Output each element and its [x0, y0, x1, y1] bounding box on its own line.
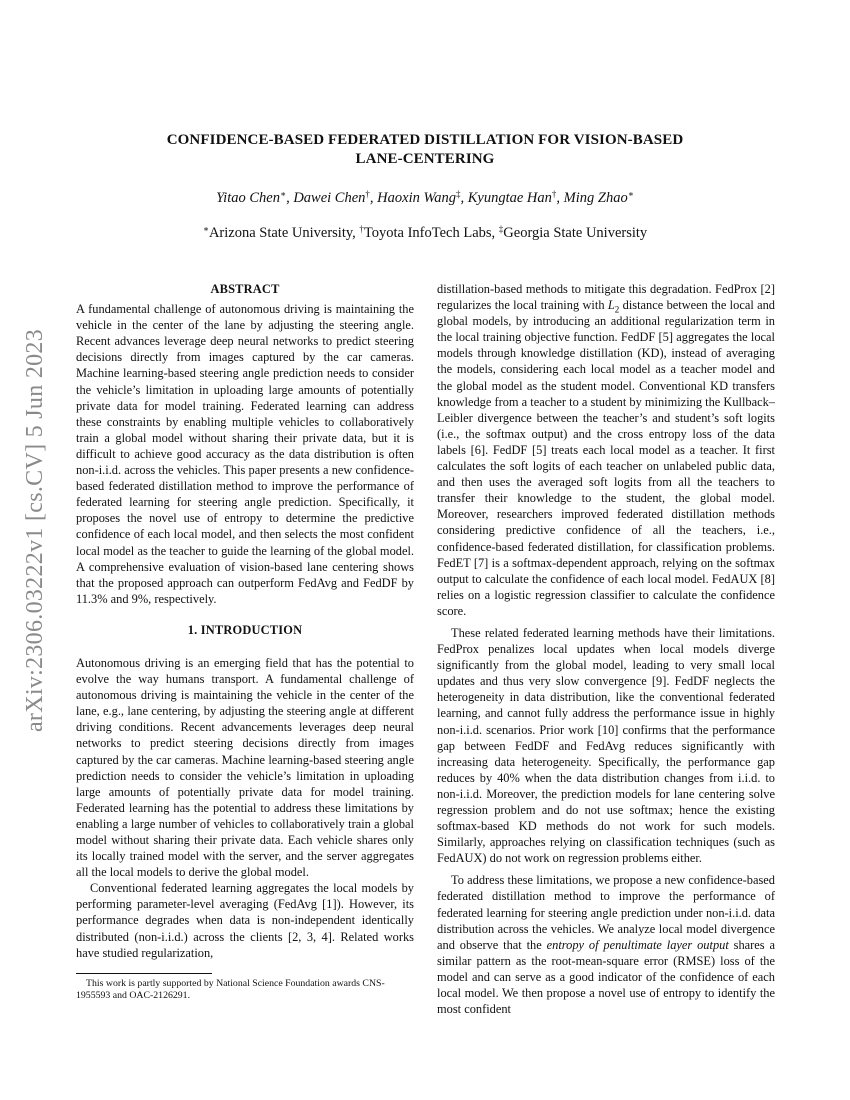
- body-paragraph-2: These related federated learning methods have their limitations. FedProx penalizes local updates when local models diverge significantly from the global model, leading to very small local updates and thus very slow convergence [9]. FedDF neglects the heterogeneity in data distribution, like the conventional federated learning, and cannot fully address the performance issue in highly non-i.i.d. scenarios. Prior work [10] confirms that the performance gap between FedDF and FedAvg reduces significantly with increasing data heterogeneity. Specifically, the performance gap reduces by 40% when the data distribution changes from i.i.d. to non-i.i.d. Moreover, the prediction models for lane centering solve regression problem and do not use softmax; hence the existing softmax-based KD methods do not work for such models. Similarly, approaches relying on classification techniques (such as FedAUX) do not work on regression problems either.: [437, 625, 775, 866]
- footnote: This work is partly supported by National Science Foundation awards CNS-1955593 and OAC-2126291.: [76, 977, 385, 1002]
- author-separator: ,: [460, 190, 468, 206]
- author-separator: ,: [369, 190, 378, 206]
- affiliation-name: Arizona State University: [208, 225, 353, 241]
- author-mark: ∗: [279, 189, 287, 199]
- abstract-heading: ABSTRACT: [210, 282, 280, 296]
- body-paragraph-3-emphasis: entropy of penultimate layer output: [546, 937, 729, 952]
- author-separator: ,: [556, 190, 564, 206]
- footnote-divider: [76, 973, 212, 974]
- body-paragraph-3-text-b: shares a similar pattern as the root-mean-square error (RMSE) loss of the model and can serve as a good indicator of the confidence of each local model. We then propose a novel use of entropy to identify the most confident: [437, 937, 775, 1017]
- affiliation-mark: †: [359, 224, 364, 234]
- author-mark: ∗: [627, 189, 634, 199]
- left-column: [76, 281, 414, 1003]
- l2-norm-symbol: [607, 298, 620, 315]
- arxiv-identifier: [6, 330, 66, 730]
- intro-paragraph-2: Conventional federated learning aggregates the local models by performing parameter-level averaging (FedAvg [1]). However, its performance degrades when data is non-independent identically distributed (non-i.i.d.) across the clients [2, 3, 4]. Related works have studied regularization,: [76, 881, 414, 960]
- affiliation-mark: ∗: [202, 224, 209, 234]
- body-paragraph-3-text-a: To address these limitations, we propose a new confidence-based federated distillation method to improve the performance of federated learning for steering angle prediction under non-i.i.d. data distribution across the vehicles. We analyze local model divergence and observe that the: [437, 873, 775, 952]
- affiliation-name: Georgia State University: [503, 225, 648, 241]
- author-name: Kyungtae Han: [467, 190, 552, 206]
- author-mark: †: [551, 189, 557, 199]
- body-paragraph-1: [437, 281, 775, 619]
- body-paragraph-1-text-a: distillation-based methods to mitigate this degradation. FedProx [2] regularizes the local training with: [437, 282, 775, 313]
- body-paragraph-3: [437, 872, 775, 1017]
- affiliation-separator: ,: [352, 225, 360, 241]
- author-mark: †: [365, 189, 370, 199]
- author-name: Haoxin Wang: [377, 190, 456, 206]
- author-name: Ming Zhao: [563, 190, 628, 206]
- author-mark: ‡: [455, 189, 461, 199]
- author-separator: ,: [286, 190, 294, 206]
- l2-norm-subscript: 2: [614, 304, 620, 315]
- author-name: Yitao Chen: [216, 190, 280, 206]
- introduction-heading: 1. INTRODUCTION: [187, 622, 303, 637]
- author-list: [0, 189, 850, 207]
- abstract-text: A fundamental challenge of autonomous driving is maintaining the vehicle in the center of the lane by adjusting the steering angle. Recent advances leverage deep neural networks to predict steering decisions directly from images captured by the car cameras. Machine learning-based steering angle prediction needs to consider the vehicle’s limitation in uploading large amounts of potentially private data for model training. Federated learning can address these constraints by enabling multiple vehicles to collaboratively train a global model without sharing their private data, but it is difficult to achieve good accuracy as the data distribution is often non-i.i.d. across the vehicles. This paper presents a new confidence-based federated distillation method to improve the performance of federated learning for steering angle prediction. Specifically, it proposes the novel use of entropy to determine the predictive confidence of each local model, and then selects the most confident local model as the teacher to guide the learning of the global model. A comprehensive evaluation of vision-based lane centering shows that the proposed approach can outperform FedAvg and FedDF by 11.3% and 9%, respectively.: [76, 302, 414, 606]
- affiliation-separator: ,: [491, 225, 499, 241]
- paper-title: [0, 131, 850, 169]
- arxiv-identifier-text: arXiv:2306.03222v1 [cs.CV] 5 Jun 2023: [22, 328, 49, 732]
- intro-paragraph-1: Autonomous driving is an emerging field that has the potential to evolve the way humans transport. A fundamental challenge of autonomous driving is maintaining the vehicle in the center of the lane, e.g., lane centering, by adjusting the steering angle at different driving conditions. Recent advancements leverages deep neural networks to predict steering decisions directly from images captured by the car cameras. Machine learning-based steering angle prediction needs to consider the vehicle’s limitation in uploading large amounts of potentially private data for model training. Federated learning has the potential to address these limitations by enabling a large number of vehicles to collaboratively train a global model without sharing their private data. Each vehicle shares only its locally trained model with the server, and the server aggregates all the local models to derive the global model.: [76, 655, 414, 880]
- body-paragraph-1-text-b: distance between the local and global models, by introducing an additional regularization term in the local training objective function. FedDF [5] aggregates the local models through knowledge distillation (KD), instead of averaging the models, considering each local model as a teacher model and the global model as the student model. Conventional KD transfers knowledge from a teacher to a student by minimizing the Kullback–Leibler divergence between the teacher’s and student’s soft logits (i.e., the softmax output) and the cross entropy loss of the data labels [6]. FedDF [5] treats each local model as a teacher. It first calculates the soft logits of each teacher on unlabeled public data, and then uses the averaged soft logits from all the teachers to transfer their knowledge to the student, the global model. Moreover, researchers improved federated distillation methods considering predictive confidence of all the teachers, i.e., confidence-based federated distillation, for classification problems. FedET [7] is a softmax-dependent approach, relying on the softmax output to calculate the confidence of each local model. FedAUX [8] relies on a logistic regression classifier to calculate the confidence score.: [437, 298, 775, 618]
- affiliation-name: Toyota InfoTech Labs: [363, 225, 492, 241]
- right-column: [437, 281, 775, 1017]
- l2-norm-letter: L: [607, 298, 615, 313]
- affiliation-mark: ‡: [498, 224, 504, 234]
- author-name: Dawei Chen: [293, 190, 366, 206]
- paper-title-line-2: LANE-CENTERING: [355, 151, 495, 167]
- paper-title-line-1: CONFIDENCE-BASED FEDERATED DISTILLATION FOR VISION-BASED: [166, 132, 684, 148]
- affiliation-list: [0, 224, 850, 242]
